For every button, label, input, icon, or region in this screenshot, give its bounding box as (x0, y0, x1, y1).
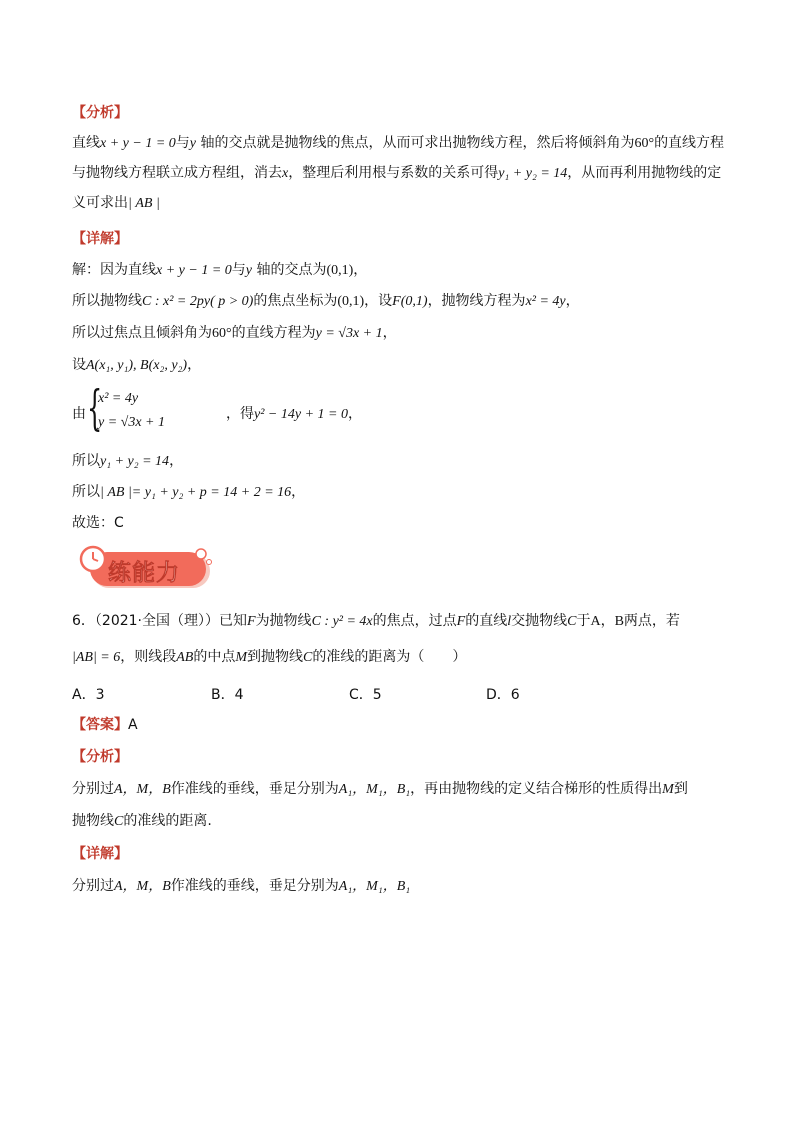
analysis-line-1: 直线x + y − 1 = 0与y 轴的交点就是抛物线的焦点，从而可求出抛物线方程，然后将倾斜角为60°的直线方程 (72, 135, 725, 151)
option-a: A．3 (72, 687, 105, 703)
system-row-2: y = √3x + 1 (98, 415, 166, 430)
q6-analysis-heading: 【分析】 (72, 749, 128, 765)
detail-line-6: 所以y₁ + y₂ = 14， (72, 453, 184, 469)
detail-line-3: 所以过焦点且倾斜角为60°的直线方程为y = √3x + 1， (72, 325, 397, 341)
option-c: C．5 (349, 687, 382, 703)
option-b: B．4 (211, 687, 244, 703)
detail-line-2: 所以抛物线C : x² = 2py( p > 0)的焦点坐标为(0,1)，设F(0,1)，抛物线方程为x² = 4y， (72, 293, 580, 309)
banner-label: 练能力 (108, 560, 180, 586)
option-d: D．6 (486, 687, 520, 703)
answer-line: 【答案】A (72, 717, 138, 733)
detail-line-4: 设A(x₁, y₁), B(x₂, y₂)， (72, 357, 202, 373)
q6-analysis-line-2: 抛物线C的准线的距离. (72, 813, 212, 829)
q6-analysis-line-1: 分别过A，M，B作准线的垂线，垂足分别为A₁，M₁，B₁，再由抛物线的定义结合梯形的性质得出M到 (72, 781, 688, 797)
detail-conclusion: 故选：C (72, 515, 124, 531)
system-row-1: x² = 4y (98, 391, 139, 406)
question-6-line-1: 6．（2021·全国（理））已知F为抛物线C : y² = 4x的焦点，过点F的直线l交抛物线C于A，B两点，若 (72, 613, 680, 629)
q6-detail-heading: 【详解】 (72, 846, 128, 862)
analysis-heading: 【分析】 (72, 105, 128, 121)
detail-line-1: 解：因为直线x + y − 1 = 0与y 轴的交点为(0,1)， (72, 262, 368, 278)
detail-heading: 【详解】 (72, 231, 128, 247)
question-6-line-2: |AB| = 6，则线段AB的中点M到抛物线C的准线的距离为（ ） (72, 649, 467, 665)
practice-banner (88, 548, 214, 592)
analysis-line-3: 义可求出| AB | (72, 195, 160, 211)
detail-line-7: 所以| AB |= y₁ + y₂ + p = 14 + 2 = 16， (72, 484, 306, 500)
q6-detail-line-1: 分别过A，M，B作准线的垂线，垂足分别为A₁，M₁，B₁ (72, 878, 411, 894)
analysis-line-2: 与抛物线方程联立成方程组，消去x，整理后利用根与系数的关系可得y₁ + y₂ = 14，从而再利用抛物线的定 (72, 165, 722, 181)
clock-icon (78, 544, 108, 574)
brace-glyph: { (87, 380, 103, 436)
